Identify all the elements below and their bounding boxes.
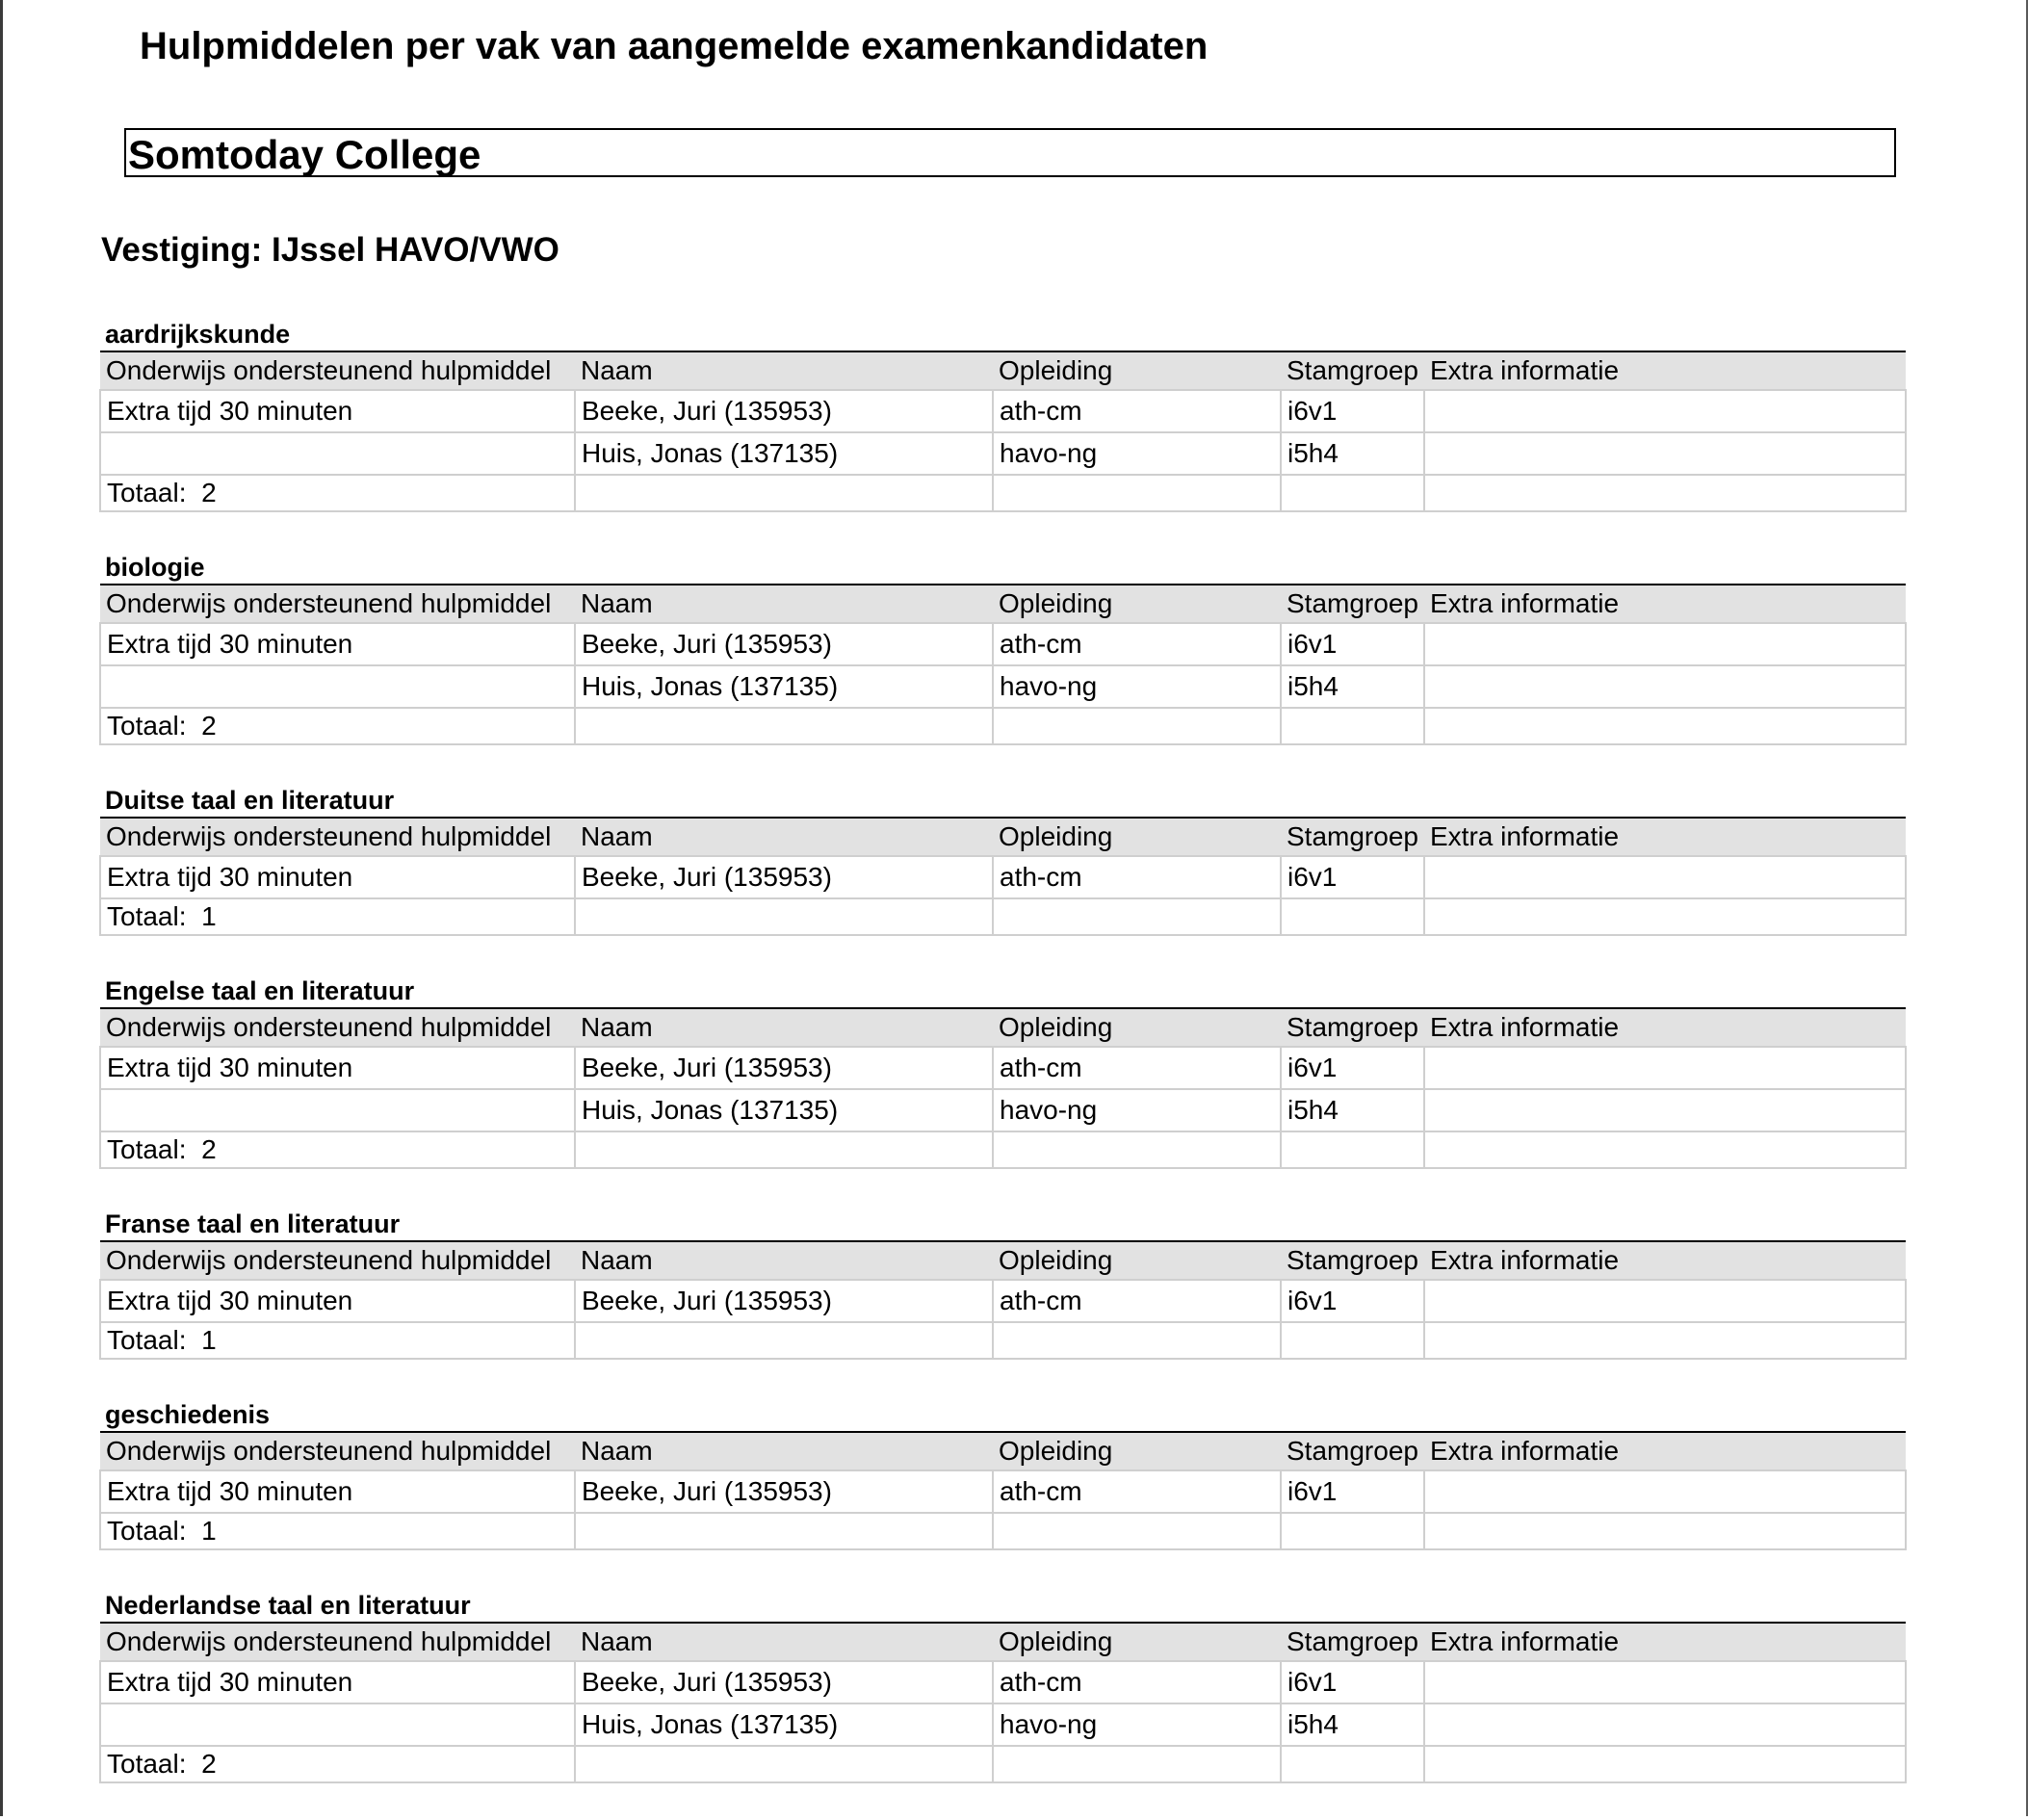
table-row (100, 1470, 1906, 1513)
column-header-hulpmiddel: Onderwijs ondersteunend hulpmiddel (106, 1245, 552, 1275)
total-empty-cell (1281, 1322, 1424, 1359)
cell-naam: Beeke, Juri (135953) (575, 1661, 993, 1703)
column-header-opleiding: Opleiding (999, 1626, 1113, 1656)
cell-extra-informatie (1424, 1089, 1906, 1131)
cell-stamgroep: i5h4 (1281, 665, 1424, 708)
subject-section (99, 316, 1905, 512)
column-header-extra-informatie: Extra informatie (1430, 1245, 1620, 1275)
total-label: Totaal: (107, 478, 187, 507)
column-header-stamgroep: Stamgroep (1287, 355, 1418, 385)
cell-naam: Beeke, Juri (135953) (575, 1280, 993, 1322)
total-empty-cell (993, 475, 1281, 511)
table-row (100, 432, 1906, 475)
cell-naam: Beeke, Juri (135953) (575, 390, 993, 432)
aid-table (99, 817, 1907, 936)
total-value: 2 (201, 1749, 217, 1779)
table-row (100, 1089, 1906, 1131)
column-header-opleiding: Opleiding (999, 1245, 1113, 1275)
column-header-stamgroep: Stamgroep (1287, 1436, 1418, 1466)
cell-opleiding: ath-cm (993, 856, 1281, 898)
total-empty-cell (1281, 898, 1424, 935)
total-row (100, 1322, 1906, 1359)
total-empty-cell (1281, 1513, 1424, 1549)
total-cell (100, 1513, 575, 1549)
aid-table (99, 1431, 1907, 1550)
column-header-extra-informatie: Extra informatie (1430, 588, 1620, 618)
column-header-stamgroep: Stamgroep (1287, 588, 1418, 618)
table-header-row (100, 818, 1906, 856)
table-row (100, 1047, 1906, 1089)
total-empty-cell (1424, 1322, 1906, 1359)
total-cell (100, 475, 575, 511)
cell-naam: Beeke, Juri (135953) (575, 1470, 993, 1513)
total-empty-cell (1281, 1746, 1424, 1782)
cell-naam: Beeke, Juri (135953) (575, 856, 993, 898)
total-cell (100, 1131, 575, 1168)
column-header-extra-informatie: Extra informatie (1430, 1012, 1620, 1042)
cell-hulpmiddel (100, 665, 575, 708)
cell-hulpmiddel: Extra tijd 30 minuten (100, 1047, 575, 1089)
subject-section (99, 1396, 1905, 1550)
total-cell (100, 708, 575, 744)
subject-section (99, 782, 1905, 936)
aid-table (99, 1240, 1907, 1360)
column-header-naam: Naam (581, 1245, 653, 1275)
total-empty-cell (993, 898, 1281, 935)
cell-stamgroep: i6v1 (1281, 856, 1424, 898)
total-label: Totaal: (107, 1134, 187, 1164)
total-empty-cell (575, 1513, 993, 1549)
column-header-opleiding: Opleiding (999, 821, 1113, 851)
cell-stamgroep: i6v1 (1281, 1470, 1424, 1513)
total-empty-cell (1281, 1131, 1424, 1168)
column-header-opleiding: Opleiding (999, 1436, 1113, 1466)
table-row (100, 1661, 1906, 1703)
column-header-naam: Naam (581, 1626, 653, 1656)
subject-title: Nederlandse taal en literatuur (105, 1591, 471, 1620)
column-header-stamgroep: Stamgroep (1287, 1626, 1418, 1656)
cell-stamgroep: i6v1 (1281, 1661, 1424, 1703)
cell-hulpmiddel (100, 1089, 575, 1131)
cell-stamgroep: i6v1 (1281, 623, 1424, 665)
cell-hulpmiddel: Extra tijd 30 minuten (100, 1280, 575, 1322)
column-header-hulpmiddel: Onderwijs ondersteunend hulpmiddel (106, 1436, 552, 1466)
total-value: 1 (201, 901, 217, 931)
column-header-hulpmiddel: Onderwijs ondersteunend hulpmiddel (106, 588, 552, 618)
total-cell (100, 1322, 575, 1359)
table-row (100, 390, 1906, 432)
cell-naam: Beeke, Juri (135953) (575, 1047, 993, 1089)
total-row (100, 1131, 1906, 1168)
cell-opleiding: ath-cm (993, 1661, 1281, 1703)
page-edge-left (0, 0, 3, 1816)
total-empty-cell (1281, 475, 1424, 511)
column-header-naam: Naam (581, 355, 653, 385)
column-header-naam: Naam (581, 1012, 653, 1042)
subject-section (99, 973, 1905, 1169)
cell-extra-informatie (1424, 1470, 1906, 1513)
total-empty-cell (1281, 708, 1424, 744)
total-value: 1 (201, 1325, 217, 1355)
table-header-row (100, 1432, 1906, 1470)
total-empty-cell (1424, 475, 1906, 511)
total-cell (100, 898, 575, 935)
cell-opleiding: havo-ng (993, 1089, 1281, 1131)
cell-hulpmiddel (100, 432, 575, 475)
total-row (100, 1513, 1906, 1549)
cell-extra-informatie (1424, 390, 1906, 432)
cell-hulpmiddel: Extra tijd 30 minuten (100, 623, 575, 665)
cell-extra-informatie (1424, 665, 1906, 708)
cell-opleiding: havo-ng (993, 1703, 1281, 1746)
report-title: Hulpmiddelen per vak van aangemelde examenkandidaten (140, 25, 1209, 67)
total-empty-cell (993, 1131, 1281, 1168)
cell-opleiding: havo-ng (993, 432, 1281, 475)
table-row (100, 1703, 1906, 1746)
vestiging-heading: Vestiging: IJssel HAVO/VWO (101, 231, 559, 269)
subject-title: geschiedenis (105, 1400, 271, 1429)
cell-stamgroep: i5h4 (1281, 1703, 1424, 1746)
total-row (100, 898, 1906, 935)
total-label: Totaal: (107, 711, 187, 741)
column-header-hulpmiddel: Onderwijs ondersteunend hulpmiddel (106, 821, 552, 851)
total-empty-cell (993, 708, 1281, 744)
total-label: Totaal: (107, 1749, 187, 1779)
total-empty-cell (575, 708, 993, 744)
cell-naam: Huis, Jonas (137135) (575, 665, 993, 708)
subject-title: biologie (105, 553, 205, 582)
column-header-naam: Naam (581, 821, 653, 851)
total-label: Totaal: (107, 901, 187, 931)
cell-hulpmiddel: Extra tijd 30 minuten (100, 1470, 575, 1513)
column-header-hulpmiddel: Onderwijs ondersteunend hulpmiddel (106, 1012, 552, 1042)
cell-opleiding: ath-cm (993, 1047, 1281, 1089)
column-header-hulpmiddel: Onderwijs ondersteunend hulpmiddel (106, 1626, 552, 1656)
cell-extra-informatie (1424, 1047, 1906, 1089)
total-empty-cell (575, 475, 993, 511)
cell-extra-informatie (1424, 432, 1906, 475)
cell-extra-informatie (1424, 1661, 1906, 1703)
school-name-box (124, 128, 1896, 177)
column-header-extra-informatie: Extra informatie (1430, 355, 1620, 385)
total-empty-cell (993, 1513, 1281, 1549)
total-empty-cell (993, 1322, 1281, 1359)
cell-extra-informatie (1424, 856, 1906, 898)
total-empty-cell (1424, 1131, 1906, 1168)
subject-title: Duitse taal en literatuur (105, 786, 395, 815)
subject-sections (99, 316, 1905, 1820)
column-header-opleiding: Opleiding (999, 588, 1113, 618)
column-header-stamgroep: Stamgroep (1287, 1245, 1418, 1275)
table-header-row (100, 351, 1906, 390)
total-empty-cell (575, 898, 993, 935)
cell-hulpmiddel: Extra tijd 30 minuten (100, 390, 575, 432)
cell-naam: Beeke, Juri (135953) (575, 623, 993, 665)
total-value: 2 (201, 1134, 217, 1164)
cell-stamgroep: i6v1 (1281, 1047, 1424, 1089)
column-header-extra-informatie: Extra informatie (1430, 821, 1620, 851)
cell-stamgroep: i6v1 (1281, 390, 1424, 432)
total-cell (100, 1746, 575, 1782)
total-empty-cell (575, 1131, 993, 1168)
subject-title: Franse taal en literatuur (105, 1209, 401, 1238)
cell-extra-informatie (1424, 623, 1906, 665)
column-header-naam: Naam (581, 588, 653, 618)
cell-opleiding: ath-cm (993, 623, 1281, 665)
total-empty-cell (1424, 898, 1906, 935)
total-value: 2 (201, 478, 217, 507)
total-empty-cell (1424, 708, 1906, 744)
aid-table (99, 351, 1907, 512)
cell-opleiding: ath-cm (993, 1470, 1281, 1513)
total-empty-cell (1424, 1746, 1906, 1782)
column-header-hulpmiddel: Onderwijs ondersteunend hulpmiddel (106, 355, 552, 385)
subject-title: aardrijkskunde (105, 320, 291, 349)
total-label: Totaal: (107, 1325, 187, 1355)
total-value: 1 (201, 1516, 217, 1546)
subject-section (99, 549, 1905, 745)
column-header-stamgroep: Stamgroep (1287, 821, 1418, 851)
cell-stamgroep: i5h4 (1281, 432, 1424, 475)
cell-hulpmiddel (100, 1703, 575, 1746)
column-header-opleiding: Opleiding (999, 1012, 1113, 1042)
subject-section (99, 1587, 1905, 1783)
cell-naam: Huis, Jonas (137135) (575, 1089, 993, 1131)
table-header-row (100, 1008, 1906, 1047)
cell-opleiding: havo-ng (993, 665, 1281, 708)
table-header-row (100, 585, 1906, 623)
total-empty-cell (575, 1322, 993, 1359)
table-row (100, 665, 1906, 708)
subject-section (99, 1206, 1905, 1360)
aid-table (99, 584, 1907, 745)
subject-title: Engelse taal en literatuur (105, 976, 415, 1005)
aid-table (99, 1007, 1907, 1169)
cell-extra-informatie (1424, 1280, 1906, 1322)
table-header-row (100, 1241, 1906, 1280)
total-empty-cell (993, 1746, 1281, 1782)
column-header-opleiding: Opleiding (999, 355, 1113, 385)
column-header-extra-informatie: Extra informatie (1430, 1436, 1620, 1466)
table-header-row (100, 1623, 1906, 1661)
cell-hulpmiddel: Extra tijd 30 minuten (100, 1661, 575, 1703)
cell-hulpmiddel: Extra tijd 30 minuten (100, 856, 575, 898)
cell-stamgroep: i5h4 (1281, 1089, 1424, 1131)
cell-opleiding: ath-cm (993, 390, 1281, 432)
total-row (100, 708, 1906, 744)
total-label: Totaal: (107, 1516, 187, 1546)
total-row (100, 475, 1906, 511)
cell-extra-informatie (1424, 1703, 1906, 1746)
column-header-extra-informatie: Extra informatie (1430, 1626, 1620, 1656)
table-row (100, 856, 1906, 898)
school-name: Somtoday College (128, 132, 481, 177)
cell-naam: Huis, Jonas (137135) (575, 432, 993, 475)
table-row (100, 1280, 1906, 1322)
table-row (100, 623, 1906, 665)
total-empty-cell (1424, 1513, 1906, 1549)
total-value: 2 (201, 711, 217, 741)
column-header-stamgroep: Stamgroep (1287, 1012, 1418, 1042)
cell-stamgroep: i6v1 (1281, 1280, 1424, 1322)
total-empty-cell (575, 1746, 993, 1782)
cell-naam: Huis, Jonas (137135) (575, 1703, 993, 1746)
cell-opleiding: ath-cm (993, 1280, 1281, 1322)
column-header-naam: Naam (581, 1436, 653, 1466)
total-row (100, 1746, 1906, 1782)
aid-table (99, 1622, 1907, 1783)
